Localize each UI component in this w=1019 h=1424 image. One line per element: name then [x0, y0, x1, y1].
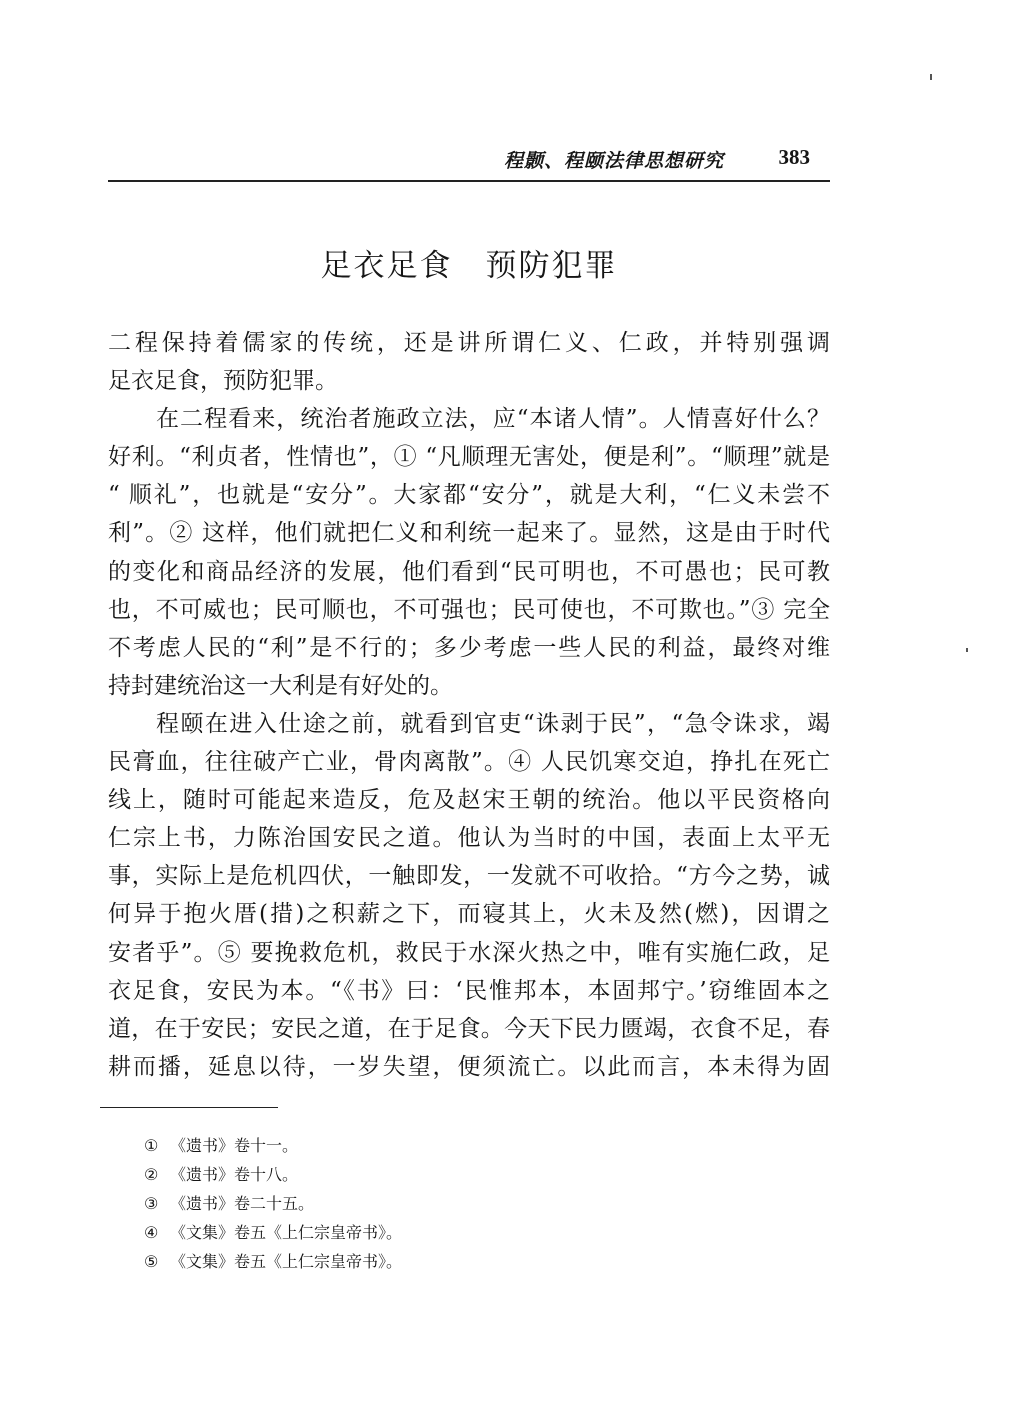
body-line: 程颐在进入仕途之前，就看到官吏“诛剥于民”，“急令诛求，竭	[156, 710, 830, 737]
footnote-text: 《遗书》卷十一。	[170, 1136, 299, 1155]
body-line: 二程保持着儒家的传统，还是讲所谓仁义、仁政，并特别强调	[108, 330, 830, 356]
body-line: 耕而播，延息以待，一岁失望，便须流亡。以此而言，本未得为固	[108, 1053, 830, 1080]
section-title: 足衣足食 预防犯罪	[320, 248, 618, 284]
body-line: 不考虑人民的“利”是不行的；多少考虑一些人民的利益，最终对维	[108, 634, 830, 661]
footnote	[144, 1131, 744, 1160]
body-line: 也，不可威也；民可顺也，不可强也；民可使也，不可欺也。”③ 完全	[108, 596, 830, 623]
footnote	[144, 1160, 744, 1189]
footnote-mark: ④	[144, 1223, 159, 1242]
body-line: 道，在于安民；安民之道，在于足食。今天下民力匮竭，衣食不足，春	[108, 1015, 830, 1042]
body-text	[108, 324, 830, 1086]
body-line: 安者乎”。⑤ 要挽救危机，救民于水深火热之中，唯有实施仁政，足	[108, 939, 830, 966]
footnote-mark: ③	[144, 1194, 159, 1213]
footnote	[144, 1218, 744, 1247]
footnote-text: 《文集》卷五《上仁宗皇帝书》。	[170, 1252, 403, 1271]
body-line: 好利。“利贞者，性情也”，① “凡顺理无害处，便是利”。“顺理”就是	[108, 444, 830, 471]
body-line: 何异于抱火厝(措)之积薪之下，而寝其上，火未及然(燃)，因谓之	[108, 901, 830, 928]
body-line: 持封建统治这一大利是有好处的。	[108, 672, 453, 699]
body-line: 事，实际上是危机四伏，一触即发，一发就不可收拾。“方今之势，诚	[108, 863, 830, 890]
page-number: 383	[778, 145, 810, 169]
footnote-mark: ②	[144, 1165, 159, 1184]
running-header	[108, 140, 830, 176]
footnote-text: 《遗书》卷二十五。	[170, 1194, 315, 1213]
footnote-text: 《遗书》卷十八。	[170, 1165, 299, 1184]
footnote-text: 《文集》卷五《上仁宗皇帝书》。	[170, 1223, 403, 1242]
body-line: 衣足食，安民为本。“《书》曰：‘民惟邦本，本固邦宁。’窃维固本之	[108, 977, 830, 1004]
body-line: 足衣足食，预防犯罪。	[108, 368, 338, 395]
body-line: 线上，随时可能起来造反，危及赵宋王朝的统治。他以平民资格向	[108, 787, 830, 814]
body-line: 仁宗上书，力陈治国安民之道。他认为当时的中国，表面上太平无	[108, 825, 830, 852]
header-rule	[108, 180, 830, 182]
footnote-rule	[100, 1107, 278, 1108]
body-line: 的变化和商品经济的发展，他们看到“民可明也，不可愚也；民可教	[108, 558, 830, 585]
running-title: 程颢、程颐法律思想研究	[503, 150, 724, 172]
footnotes	[144, 1131, 744, 1276]
body-line: 利”。② 这样，他们就把仁义和利统一起来了。显然，这是由于时代	[108, 520, 830, 547]
scan-speck	[966, 648, 968, 652]
footnote	[144, 1189, 744, 1218]
scan-speck	[930, 74, 932, 80]
footnote-mark: ①	[144, 1136, 159, 1155]
body-line: 民膏血，往往破产亡业，骨肉离散”。④ 人民饥寒交迫，挣扎在死亡	[108, 749, 830, 776]
body-line: “ 顺礼”，也就是“安分”。大家都“安分”，就是大利，“仁义未尝不	[108, 482, 830, 509]
footnote-mark: ⑤	[144, 1252, 159, 1271]
body-line: 在二程看来，统治者施政立法，应“本诸人情”。人情喜好什么？	[156, 406, 830, 433]
footnote	[144, 1247, 744, 1276]
